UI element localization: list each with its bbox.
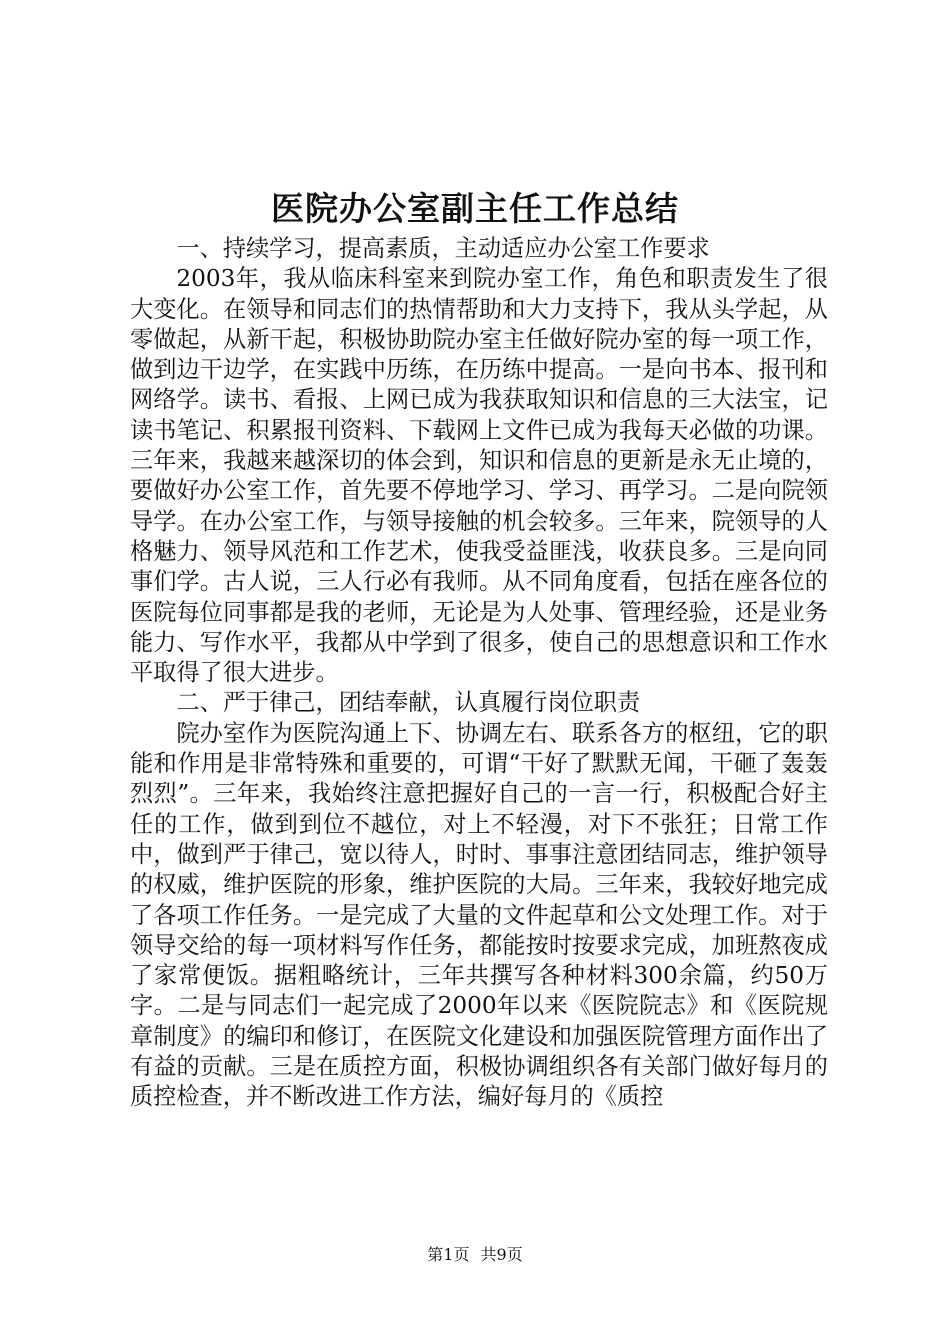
section-heading-1: 一、持续学习，提高素质，主动适应办公室工作要求 [176,235,710,262]
section-heading-2: 二、严于律己，团结奉献，认真履行岗位职责 [176,689,641,717]
page-number-total: 共9页 [480,1245,523,1264]
body-paragraph-2: 院办室作为医院沟通上下、协调左右、联系各方的枢纽，它的职能和作用是非常特殊和重要的，可谓“干好了默默无闻，干砸了轰轰烈烈”。三年来，我始终注意把握好自己的一言一行，积极配合好主任的工作，做到到位不越位，对上不轻漫，对下不张狂；日常工作中，做到严于律己，宽以待人，时时、事事注意团结同志，维护领导的权威，维护医院的形象，维护医院的大局。三年来，我较好地完成了各项工作任务。一是完成了大量的文件起草和公文处理工作。对于领导交给的每一项材料写作任务，都能按时按要求完成，加班熬夜成了家常便饭。据粗略统计，三年共撰写各种材料300余篇，约50万字。二是与同志们一起完成了2000年以来《医院院志》和《医院规章制度》的编印和修订，在医院文化建设和加强医院管理方面作出了有益的贡献。三是在质控方面，积极协调组织各有关部门做好每月的质控检查，并不断改进工作方法，编好每月的《质控 [130,719,828,1111]
document-body [130,234,828,1113]
page-footer [0,1244,950,1266]
body-paragraph-1: 2003年，我从临床科室来到院办室工作，角色和职责发生了很大变化。在领导和同志们的热情帮助和大力支持下，我从头学起，从零做起，从新干起，积极协助院办室主任做好院办室的每一项工作，做到边干边学，在实践中历练，在历练中提高。一是向书本、报刊和网络学。读书、看报、上网已成为我获取知识和信息的三大法宝，记读书笔记、积累报刊资料、下载网上文件已成为我每天必做的功课。三年来，我越来越深切的体会到，知识和信息的更新是永无止境的，要做好办公室工作，首先要不停地学习、学习、再学习。二是向院领导学。在办公室工作，与领导接触的机会较多。三年来，院领导的人格魅力、领导风范和工作艺术，使我受益匪浅，收获良多。三是向同事们学。古人说，三人行必有我师。从不同角度看，包括在座各位的医院每位同事都是我的老师，无论是为人处事、管理经验，还是业务能力、写作水平，我都从中学到了很多，使自己的思想意识和工作水平取得了很大进步。 [130,265,828,687]
page-number-current: 第1页 [427,1245,470,1264]
page-title: 医院办公室副主任工作总结 [271,189,679,228]
